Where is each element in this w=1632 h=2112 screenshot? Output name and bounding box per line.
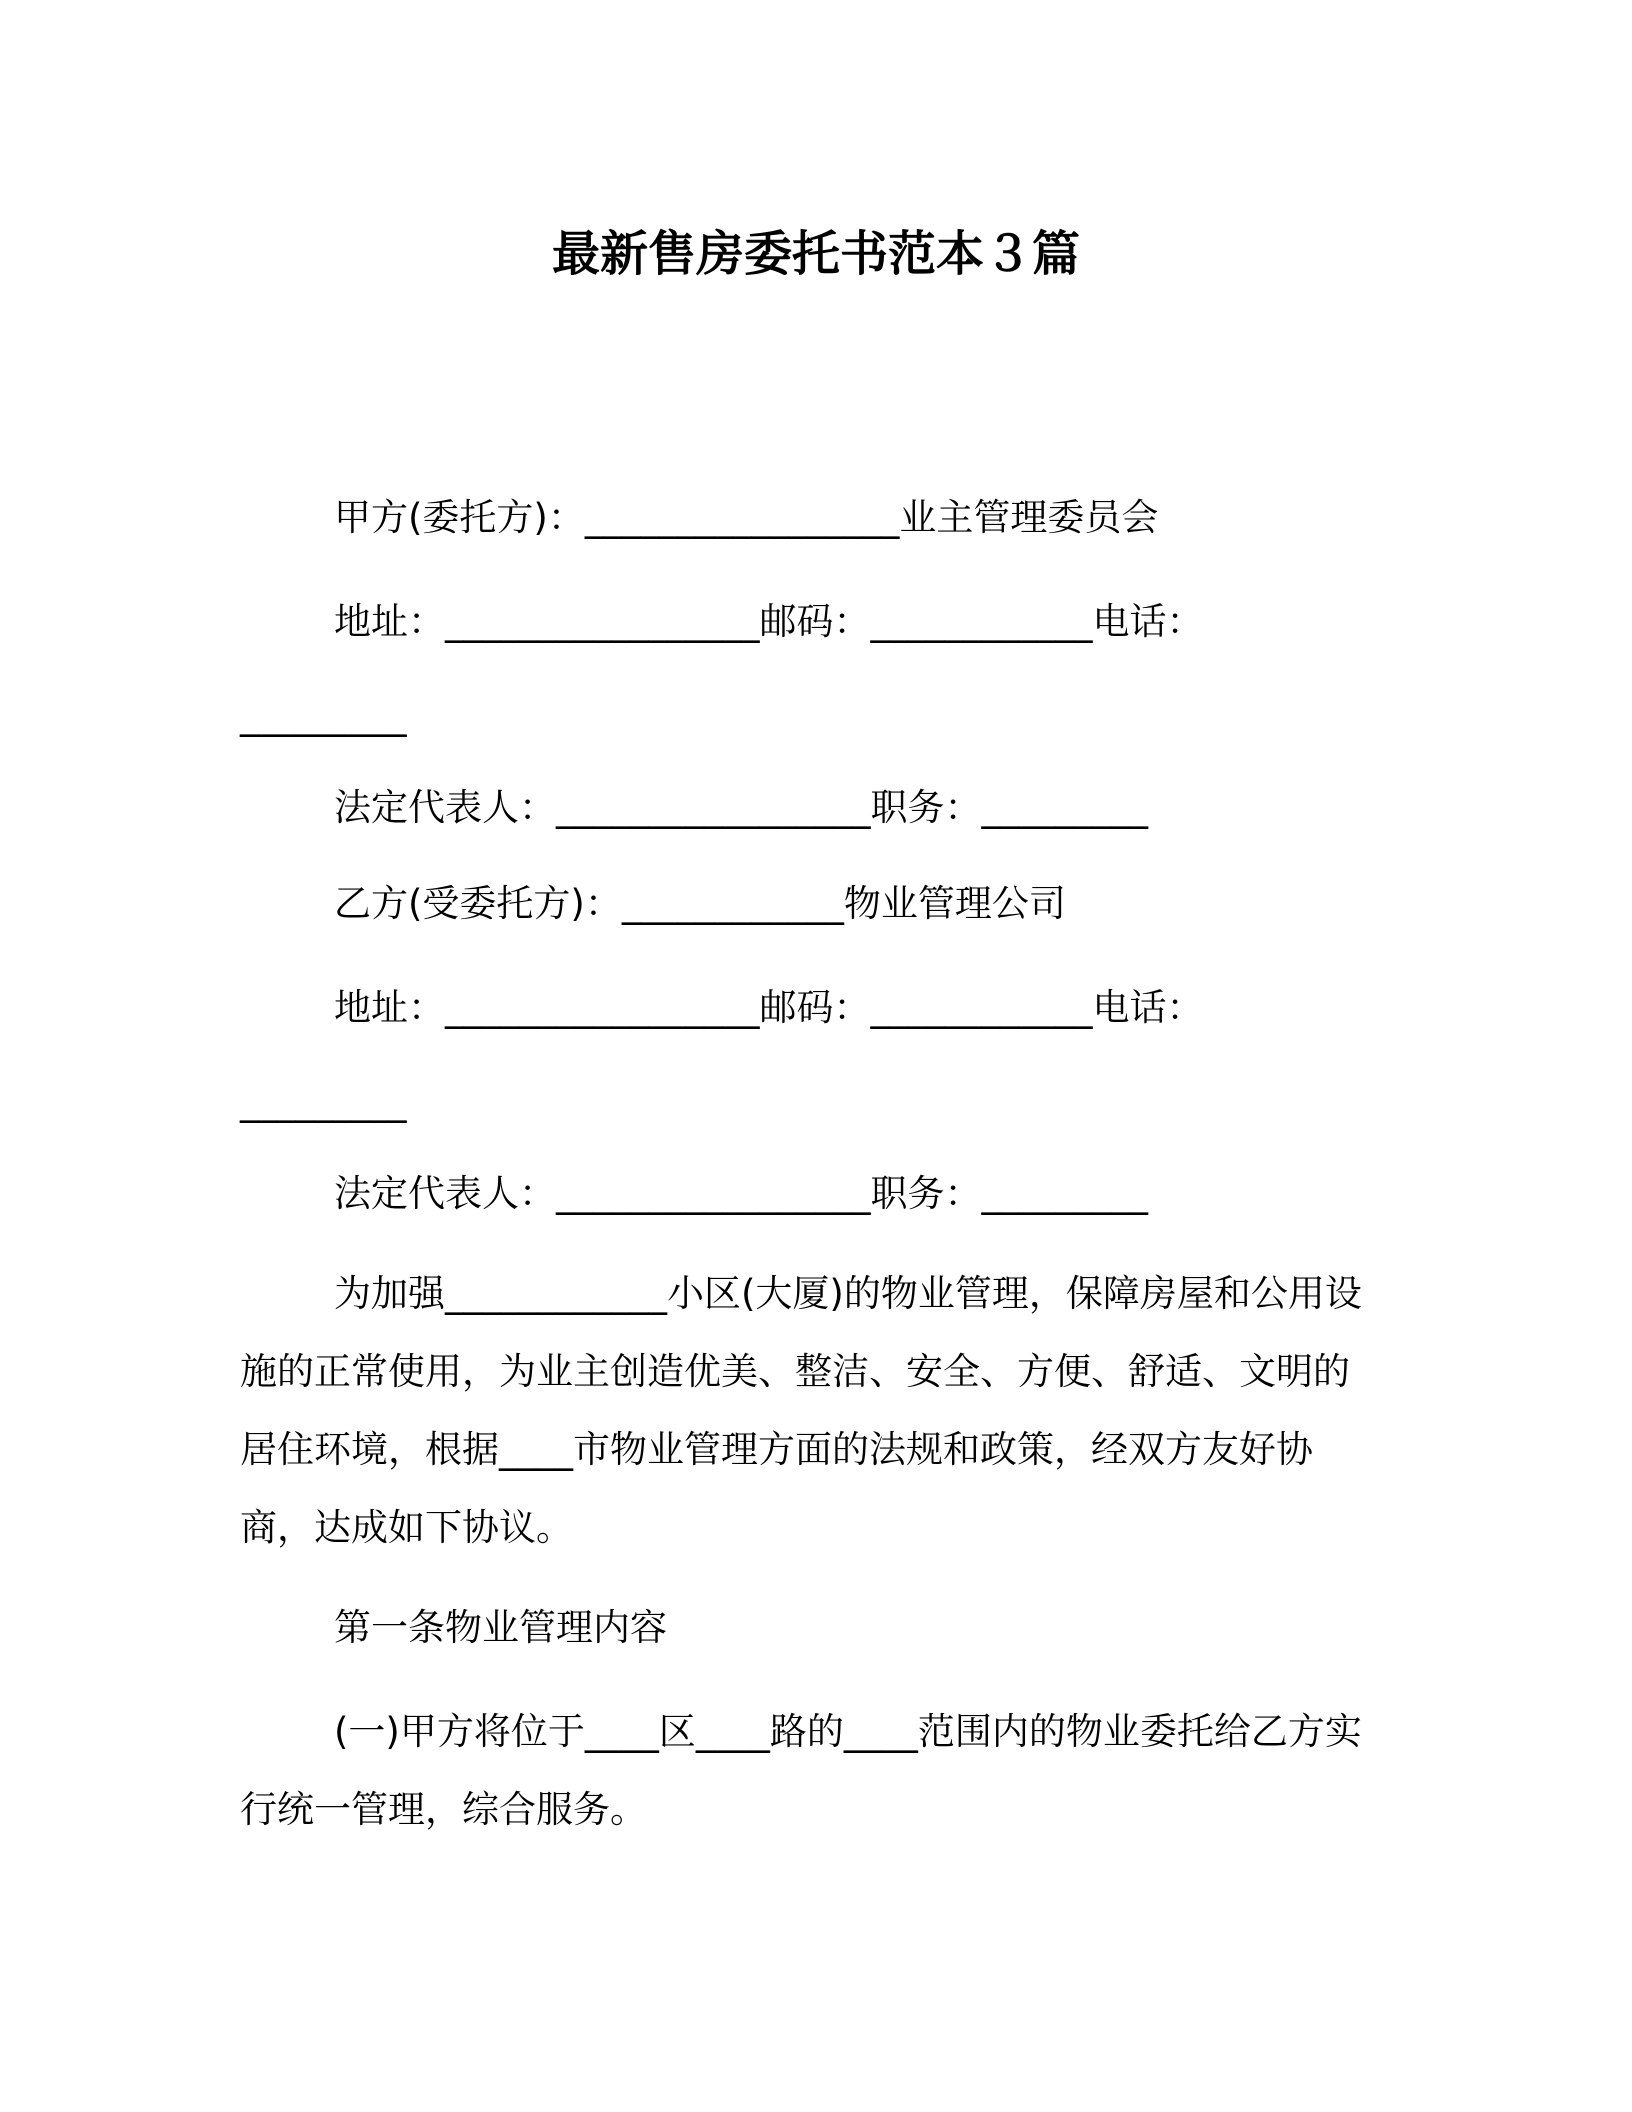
- party-a-phone-blank: _________: [240, 694, 407, 737]
- party-a-address-line: 地址：_________________邮码：____________电话：: [334, 600, 1204, 643]
- document-title: 最新售房委托书范本３篇: [551, 226, 1080, 282]
- party-a-name-line: 甲方(委托方)：_________________业主管理委员会: [334, 496, 1159, 539]
- party-b-name-line: 乙方(受委托方)：____________物业管理公司: [334, 882, 1066, 925]
- article-1-clause-1: (一)甲方将位于____区____路的____范围内的物业委托给乙方实行统一管理，综合服务。: [240, 1710, 1362, 1831]
- party-b-representative-line: 法定代表人：_________________职务：_________: [334, 1172, 1148, 1215]
- party-a-representative-line: 法定代表人：_________________职务：_________: [334, 786, 1148, 829]
- intro-paragraph: 为加强____________小区(大厦)的物业管理，保障房屋和公用设施的正常使用，为业主创造优美、整洁、安全、方便、舒适、文明的居住环境，根据____市物业管理方面的法规和政策，经双方友好协商，达成如下协议。: [240, 1272, 1362, 1549]
- party-b-address-line: 地址：_________________邮码：____________电话：: [334, 986, 1204, 1029]
- party-b-phone-blank: _________: [240, 1080, 407, 1123]
- article-1-heading: 第一条物业管理内容: [334, 1606, 667, 1649]
